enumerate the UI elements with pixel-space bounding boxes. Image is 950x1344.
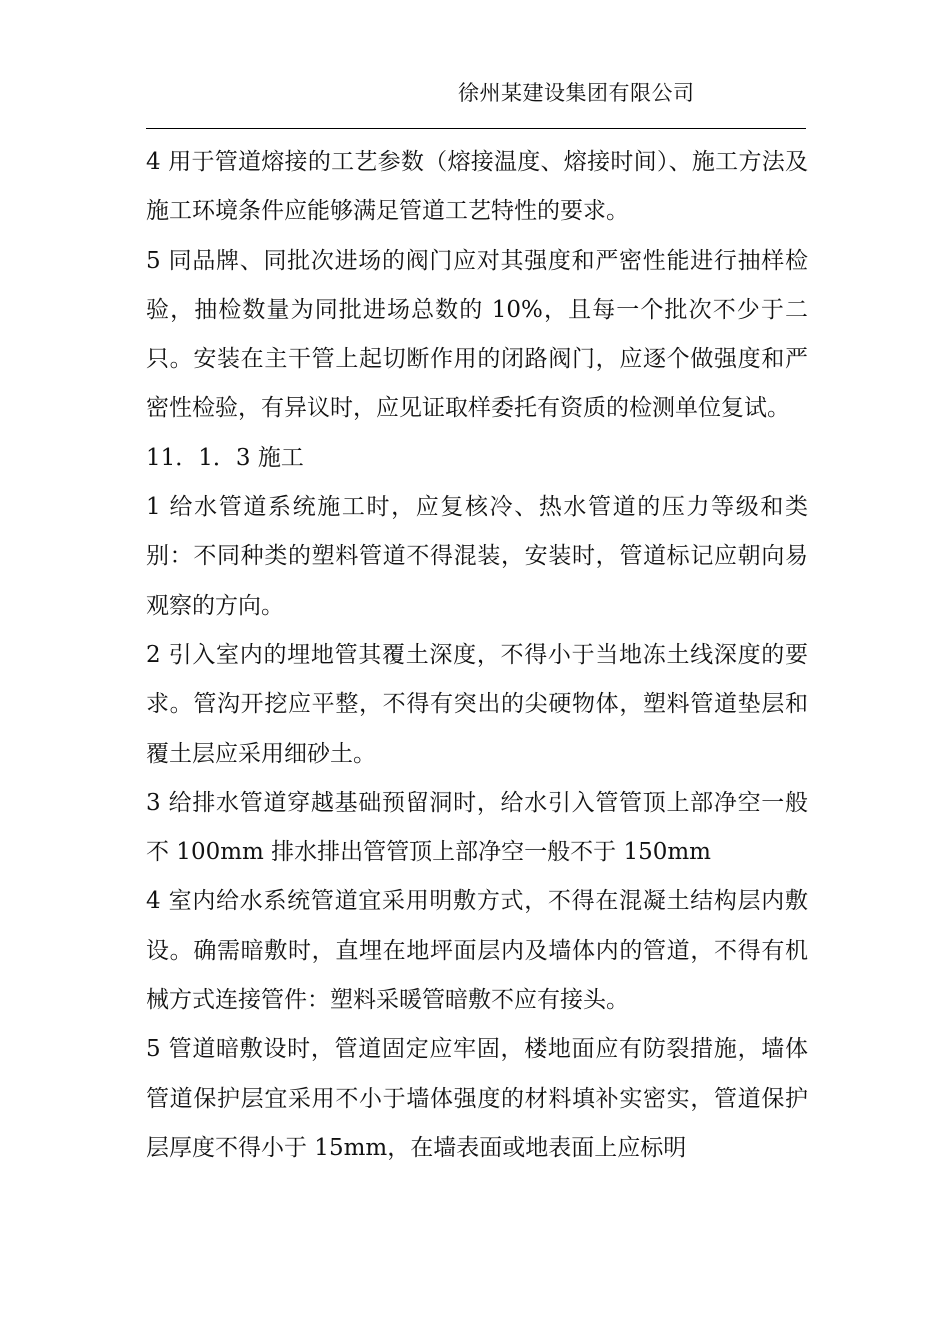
paragraph-item-4-exposed-installation: 4 室内给水系统管道宜采用明敷方式，不得在混凝土结构层内敷设。确需暗敷时，直埋在地坪面层内及墙体内的管道，不得有机械方式连接管件：塑料采暖管暗敷不应有接头。	[146, 888, 808, 1014]
paragraph-item-4-fusion-parameters: 4 用于管道熔接的工艺参数（熔接温度、熔接时间）、施工方法及施工环境条件应能够满足管道工艺特性的要求。	[146, 149, 808, 225]
paragraph-item-1-pressure-class: 1 给水管道系统施工时，应复核冷、热水管道的压力等级和类别：不同种类的塑料管道不得混装，安装时，管道标记应朝向易观察的方向。	[146, 494, 808, 619]
document-body	[146, 138, 808, 1173]
paragraph-item-5-concealed-installation: 5 管道暗敷设时，管道固定应牢固，楼地面应有防裂措施，墙体管道保护层宜采用不小于墙体强度的材料填补实密实，管道保护层厚度不得小于 15mm，在墙表面或地表面上应标明	[146, 1036, 808, 1161]
paragraph-item-3-foundation-openings: 3 给排水管道穿越基础预留洞时，给水引入管管顶上部净空一般不 100mm 排水排出管管顶上部净空一般不于 150mm	[146, 789, 808, 866]
header-company-name: 徐州某建设集团有限公司	[458, 81, 695, 105]
header-divider	[146, 128, 806, 129]
paragraph-item-5-valve-inspection: 5 同品牌、同批次进场的阀门应对其强度和严密性能进行抽样检验，抽检数量为同批进场总数的 10%，且每一个批次不少于二只。安装在主干管上起切断作用的闭路阀门，应逐个做强度和严密性检验，有异议时，应见证取样委托有资质的检测单位复试。	[146, 247, 808, 422]
section-heading: 11．1．3 施工	[146, 444, 304, 471]
paragraph-item-2-burial-depth: 2 引入室内的埋地管其覆土深度，不得小于当地冻土线深度的要求。管沟开挖应平整，不得有突出的尖硬物体，塑料管道垫层和覆土层应采用细砂土。	[146, 641, 808, 767]
